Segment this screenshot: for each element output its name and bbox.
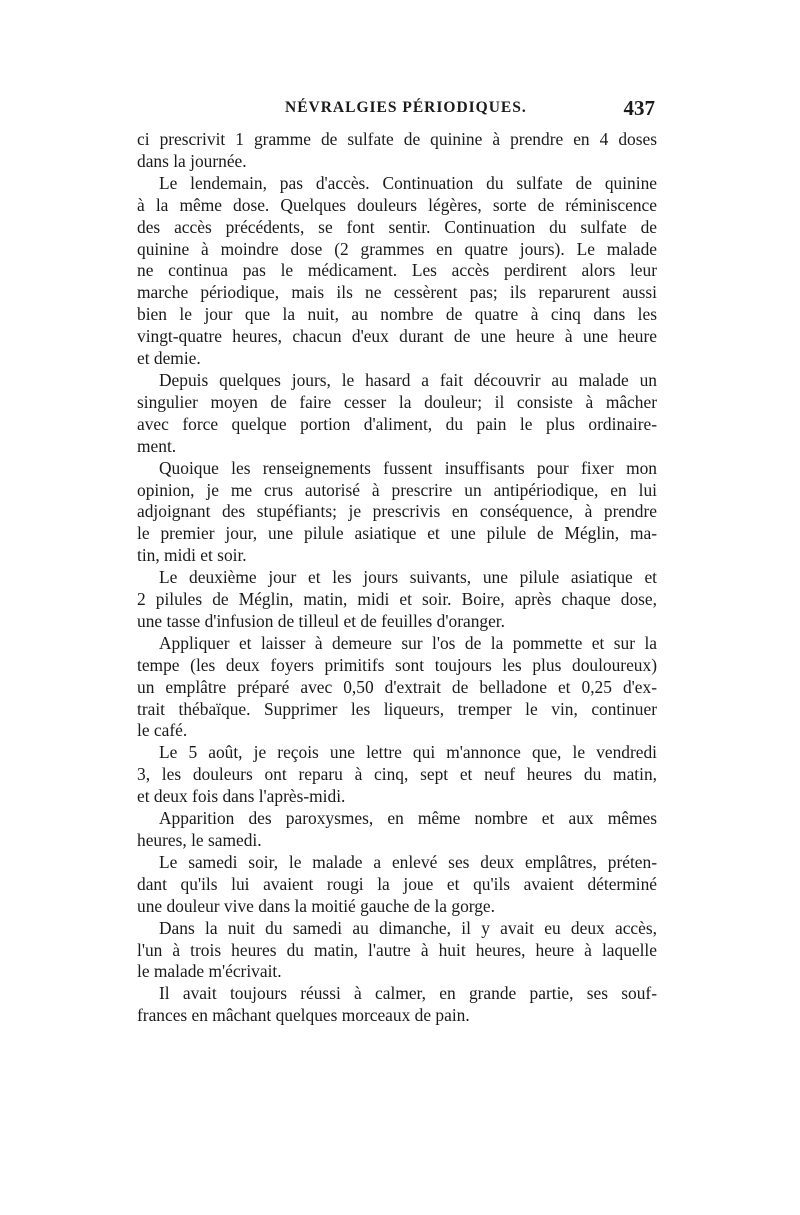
text-line: ci prescrivit 1 gramme de sulfate de quinine à prendre en 4 doses	[137, 129, 657, 149]
paragraph	[137, 983, 657, 1027]
text-line: ment.	[137, 435, 177, 456]
text-line: et deux fois dans l'après-midi.	[137, 786, 346, 807]
text-line: Le 5 août, je reçois une lettre qui m'annonce que, le vendredi	[159, 742, 657, 763]
text-line: quinine à moindre dose (2 grammes en quatre jours). Le malade	[137, 238, 657, 259]
text-line: ne continua pas le médicament. Les accès perdirent alors leur	[137, 260, 657, 281]
paragraph	[137, 567, 657, 633]
text-line: 3, les douleurs ont reparu à cinq, sept et neuf heures du matin,	[137, 764, 657, 785]
body-text	[137, 129, 657, 1027]
text-line: dant qu'ils lui avaient rougi la joue et qu'ils avaient déterminé	[137, 873, 657, 894]
text-line: bien le jour que la nuit, au nombre de quatre à cinq dans les	[137, 304, 657, 325]
text-line: tin, midi et soir.	[137, 545, 247, 566]
text-line: frances en mâchant quelques morceaux de pain.	[137, 1005, 470, 1026]
text-line: heures, le samedi.	[137, 830, 262, 850]
text-line: et demie.	[137, 348, 201, 369]
text-line: une tasse d'infusion de tilleul et de feuilles d'oranger.	[137, 610, 505, 631]
text-line: un emplâtre préparé avec 0,50 d'extrait de belladone et 0,25 d'ex-	[137, 676, 657, 697]
paragraph	[137, 458, 657, 568]
page-number: 437	[623, 96, 655, 120]
text-line: Depuis quelques jours, le hasard a fait découvrir au malade un	[159, 369, 657, 390]
paragraph	[137, 852, 657, 918]
text-line: Le deuxième jour et les jours suivants, une pilule asiatique et	[159, 567, 657, 588]
text-line: dans la journée.	[137, 150, 247, 171]
text-line: Quoique les renseignements fussent insuffisants pour fixer mon	[159, 457, 657, 478]
text-line: singulier moyen de faire cesser la douleur; il consiste à mâcher	[137, 391, 657, 412]
paragraph	[137, 918, 657, 984]
paragraph	[137, 808, 657, 852]
text-line: le premier jour, une pilule asiatique et une pilule de Méglin, ma-	[137, 523, 657, 544]
text-line: le malade m'écrivait.	[137, 961, 282, 982]
paragraph	[137, 742, 657, 808]
paragraph	[137, 370, 657, 458]
text-line: Apparition des paroxysmes, en même nombre et aux mêmes	[159, 808, 657, 829]
paragraph	[137, 129, 657, 173]
paragraph	[137, 173, 657, 370]
text-line: Dans la nuit du samedi au dimanche, il y avait eu deux accès,	[159, 917, 657, 938]
text-line: des accès précédents, se font sentir. Continuation du sulfate de	[137, 216, 657, 237]
text-line: vingt-quatre heures, chacun d'eux durant de une heure à une heure	[137, 326, 657, 347]
text-line: une douleur vive dans la moitié gauche de la gorge.	[137, 895, 496, 916]
text-line: adjoignant des stupéfiants; je prescrivis en conséquence, à prendre	[137, 501, 657, 522]
text-line: l'un à trois heures du matin, l'autre à huit heures, heure à laquelle	[137, 939, 657, 960]
text-line: tempe (les deux foyers primitifs sont toujours les plus douloureux)	[137, 654, 657, 675]
text-line: trait thébaïque. Supprimer les liqueurs, tremper le vin, continuer	[137, 698, 657, 719]
paragraph	[137, 633, 657, 743]
text-line: Il avait toujours réussi à calmer, en grande partie, ses souf-	[159, 983, 657, 1004]
text-line: à la même dose. Quelques douleurs légères, sorte de réminiscence	[137, 194, 657, 215]
text-line: Le samedi soir, le malade a enlevé ses deux emplâtres, préten-	[159, 851, 657, 872]
text-line: Le lendemain, pas d'accès. Continuation du sulfate de quinine	[159, 172, 657, 193]
page-header	[137, 96, 657, 126]
text-line: avec force quelque portion d'aliment, du pain le plus ordinaire-	[137, 413, 657, 434]
text-line: marche périodique, mais ils ne cessèrent pas; ils reparurent aussi	[137, 282, 657, 303]
text-line: opinion, je me crus autorisé à prescrire un antipériodique, en lui	[137, 479, 657, 500]
text-line: Appliquer et laisser à demeure sur l'os de la pommette et sur la	[159, 632, 657, 653]
running-title: NÉVRALGIES PÉRIODIQUES.	[285, 99, 527, 116]
text-line: le café.	[137, 720, 188, 741]
text-line: 2 pilules de Méglin, matin, midi et soir. Boire, après chaque dose,	[137, 589, 657, 610]
